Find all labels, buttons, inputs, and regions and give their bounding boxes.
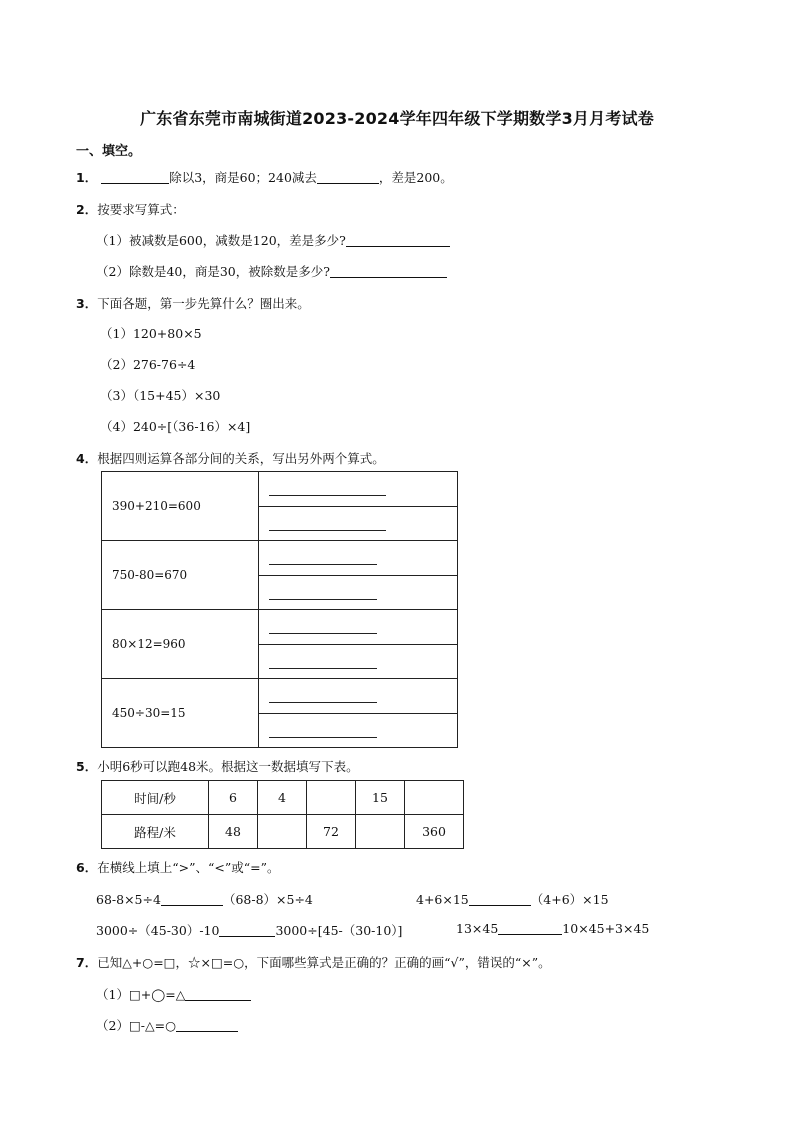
section-heading: 一、填空。 <box>76 144 142 159</box>
sub-question-text: （2）除数是40，商是30，被除数是多少? <box>96 264 330 279</box>
question-2 <box>76 200 185 218</box>
table-cell[interactable] <box>405 781 464 815</box>
answer-blank[interactable] <box>219 924 275 937</box>
answer-blank[interactable] <box>185 988 251 1001</box>
expression-left: 3000÷（45-30）-10 <box>96 923 220 938</box>
expression-item: （2）276-76÷4 <box>100 357 196 372</box>
question-text: 按要求写算式： <box>97 202 185 217</box>
answer-blank[interactable] <box>469 893 531 906</box>
comparison-item <box>416 890 609 908</box>
cell-divider <box>259 713 457 714</box>
expression-left: 68-8×5÷4 <box>96 892 161 907</box>
expression-right: 3000÷[45-（30-10）] <box>275 923 403 938</box>
table-cell[interactable] <box>356 815 405 849</box>
relation-table <box>101 471 458 748</box>
expression-right: 10×45+3×45 <box>562 921 650 936</box>
answer-blank[interactable] <box>346 234 450 247</box>
sub-question-text: （2）□-△=○ <box>96 1018 176 1033</box>
cell-divider <box>259 506 457 507</box>
answer-blank[interactable] <box>269 632 377 634</box>
question-text: 下面各题，第一步先算什么？圈出来。 <box>97 296 310 311</box>
sub-question-text: （1）□+◯=△ <box>96 987 186 1002</box>
question-number: 3． <box>76 296 98 311</box>
equation-cell: 80×12=960 <box>102 610 259 679</box>
answer-blank[interactable] <box>330 265 447 278</box>
question-number: 7． <box>76 955 98 970</box>
question-5 <box>76 757 359 775</box>
cell-divider <box>259 644 457 645</box>
answer-blank[interactable] <box>269 701 377 703</box>
table-row <box>102 610 458 679</box>
answer-blank[interactable] <box>161 893 223 906</box>
answer-cell <box>259 472 458 541</box>
question-text: 根据四则运算各部分间的关系，写出另外两个算式。 <box>97 451 385 466</box>
sub-question <box>96 985 251 1003</box>
equation-cell: 450÷30=15 <box>102 679 259 748</box>
cell-divider <box>259 575 457 576</box>
table-cell: 360 <box>405 815 464 849</box>
table-cell: 72 <box>307 815 356 849</box>
question-7 <box>76 953 551 971</box>
question-1 <box>76 168 453 186</box>
question-text: 已知△+○=□，☆×□=○，下面哪些算式是正确的？正确的画“√”，错误的“×”。 <box>97 955 551 970</box>
answer-blank[interactable] <box>176 1019 238 1032</box>
answer-blank[interactable] <box>101 171 169 184</box>
question-text: ，差是200。 <box>378 170 453 185</box>
table-cell[interactable] <box>258 815 307 849</box>
comparison-item <box>96 921 402 939</box>
question-6 <box>76 858 279 876</box>
answer-blank[interactable] <box>269 736 377 738</box>
answer-blank[interactable] <box>269 529 386 531</box>
answer-cell <box>259 679 458 748</box>
answer-blank[interactable] <box>317 171 379 184</box>
question-text: 除以3，商是60；240减去 <box>169 170 317 185</box>
sub-question <box>96 1016 238 1034</box>
expression-left: 4+6×15 <box>416 892 469 907</box>
answer-cell <box>259 610 458 679</box>
equation-cell: 750-80=670 <box>102 541 259 610</box>
question-number: 6． <box>76 860 98 875</box>
equation-cell: 390+210=600 <box>102 472 259 541</box>
question-number: 2． <box>76 202 98 217</box>
answer-blank[interactable] <box>498 922 562 935</box>
question-number: 1． <box>76 170 98 185</box>
answer-cell <box>259 541 458 610</box>
comparison-item <box>96 890 313 908</box>
question-text: 小明6秒可以跑48米。根据这一数据填写下表。 <box>97 759 359 774</box>
table-cell: 路程/米 <box>102 815 209 849</box>
table-cell: 15 <box>356 781 405 815</box>
table-cell[interactable] <box>307 781 356 815</box>
question-text: 在横线上填上“>”、“<”或“=”。 <box>97 860 280 875</box>
sub-question-text: （1）被减数是600，减数是120，差是多少? <box>96 233 346 248</box>
comparison-item <box>456 921 649 936</box>
question-4 <box>76 449 385 467</box>
table-row <box>102 679 458 748</box>
expression-right: （68-8）×5÷4 <box>222 892 313 907</box>
answer-blank[interactable] <box>269 563 377 565</box>
table-row <box>102 815 464 849</box>
expression-left: 13×45 <box>456 921 499 936</box>
expression-item: （4）240÷[（36-16）×4] <box>100 419 251 434</box>
answer-blank[interactable] <box>269 667 377 669</box>
expression-right: （4+6）×15 <box>530 892 609 907</box>
answer-blank[interactable] <box>269 494 386 496</box>
expression-item: （1）120+80×5 <box>100 326 202 341</box>
table-cell: 6 <box>209 781 258 815</box>
question-number: 5． <box>76 759 98 774</box>
sub-question <box>96 231 450 249</box>
table-cell: 48 <box>209 815 258 849</box>
answer-blank[interactable] <box>269 598 377 600</box>
sub-question <box>96 262 447 280</box>
expression-item: （3）（15+45）×30 <box>100 388 221 403</box>
question-3 <box>76 294 310 312</box>
table-cell[interactable]: 4 <box>258 781 307 815</box>
table-cell: 时间/秒 <box>102 781 209 815</box>
table-row <box>102 472 458 541</box>
table-row <box>102 541 458 610</box>
page-title: 广东省东莞市南城街道2023-2024学年四年级下学期数学3月月考试卷 <box>140 109 654 128</box>
speed-table <box>101 780 464 849</box>
table-row <box>102 781 464 815</box>
question-number: 4． <box>76 451 98 466</box>
